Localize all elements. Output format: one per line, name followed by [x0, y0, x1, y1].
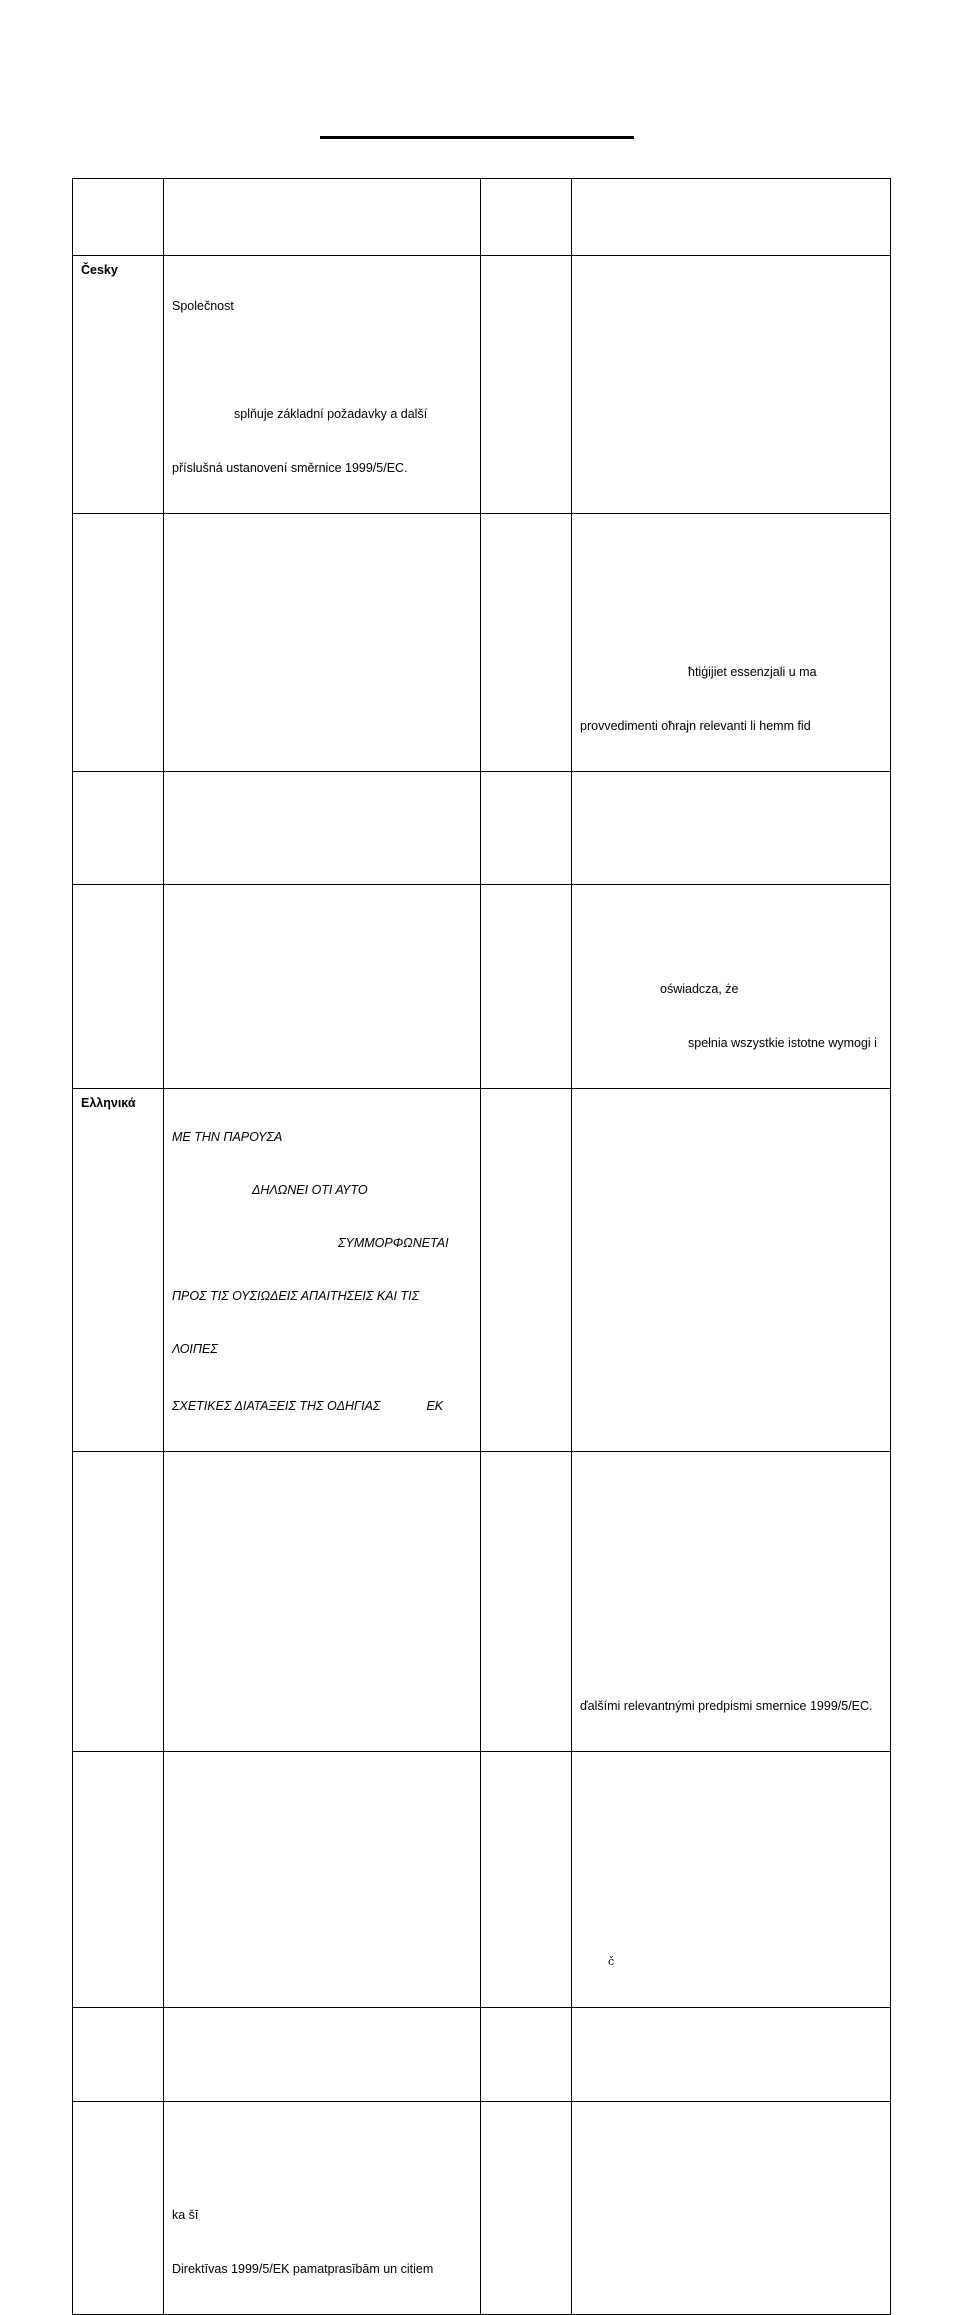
language-cell [481, 885, 572, 1089]
text-line: spełnia wszystkie istotne wymogi i [688, 1036, 877, 1050]
language-label: Ελληνικά [81, 1096, 136, 1110]
table-row [73, 885, 891, 1089]
text-line: ΛΟΙΠΕΣ [172, 1342, 218, 1356]
declaration-table [72, 178, 891, 2315]
language-cell [481, 2008, 572, 2102]
text-line: provvedimenti oħrajn relevanti li hemm fid [580, 719, 811, 733]
text-line: příslušná ustanovení směrnice 1999/5/EC. [172, 461, 408, 475]
text-line: ħtiġijiet essenzjali u ma [688, 665, 817, 679]
text-line [580, 609, 884, 627]
declaration-text-cell [164, 772, 481, 885]
table-row [73, 772, 891, 885]
language-cell [73, 179, 164, 256]
declaration-text-cell [164, 885, 481, 1089]
text-line [580, 1542, 884, 1560]
table-row [73, 1752, 891, 2008]
language-cell [481, 1452, 572, 1752]
language-cell [73, 514, 164, 772]
declaration-text-cell [572, 1452, 891, 1752]
text-line: ΣΧΕΤΙΚΕΣ ΔΙΑΤΑΞΕΙΣ ΤΗΣ ΟΔΗΓΙΑΣ ΕΚ [172, 1399, 444, 1413]
declaration-text-cell [164, 1452, 481, 1752]
declaration-text-cell [164, 179, 481, 256]
text-line [580, 926, 884, 944]
language-cell [481, 256, 572, 514]
language-cell [73, 1452, 164, 1752]
text-line: č [608, 1955, 615, 1968]
language-cell [73, 885, 164, 1089]
table-row [73, 1089, 891, 1452]
title-underline [320, 136, 634, 139]
declaration-text-cell [572, 1089, 891, 1452]
text-line [580, 1488, 884, 1506]
text-line: ΔΗΛΩΝΕΙ ΟΤΙ ΑΥΤΟ [252, 1183, 368, 1197]
language-cell [73, 256, 164, 514]
language-cell [481, 1752, 572, 2008]
language-cell [73, 1752, 164, 2008]
declaration-text-cell [164, 256, 481, 514]
language-cell [73, 2008, 164, 2102]
declaration-text-cell [572, 2102, 891, 2315]
table-row [73, 2102, 891, 2315]
text-line [580, 1650, 884, 1661]
table-row [73, 256, 891, 514]
declaration-text-cell [572, 2008, 891, 2102]
table-row [73, 1452, 891, 1752]
declaration-text-cell [572, 1752, 891, 2008]
text-line: ΠΡΟΣ ΤΙΣ ΟΥΣΙΩΔΕΙΣ ΑΠΑΙΤΗΣΕΙΣ ΚΑΙ ΤΙΣ [172, 1289, 420, 1303]
language-cell [481, 2102, 572, 2315]
table-row [73, 2008, 891, 2102]
table-row [73, 514, 891, 772]
text-line: ΣΥΜΜΟΡΦΩΝΕΤΑΙ [338, 1236, 449, 1250]
declaration-text-cell [164, 1752, 481, 2008]
declaration-text-cell [572, 514, 891, 772]
text-line: oświadcza, że [660, 982, 739, 996]
text-line [172, 351, 474, 369]
declaration-text-cell [164, 1089, 481, 1452]
declaration-text-cell [164, 2102, 481, 2315]
language-cell [481, 514, 572, 772]
language-label: Česky [81, 263, 118, 277]
language-cell [73, 772, 164, 885]
table-row [73, 179, 891, 256]
text-line [580, 1847, 884, 1865]
language-cell [73, 1089, 164, 1452]
text-line: Společnost [172, 299, 234, 313]
text-line [580, 555, 884, 573]
text-line: Direktīvas 1999/5/EK pamatprasībām un citiem [172, 2262, 434, 2276]
text-line [580, 1793, 884, 1811]
declaration-text-cell [572, 179, 891, 256]
text-line: ďalšími relevantnými predpismi smernice 1999/5/EC. [580, 1699, 873, 1713]
language-cell [481, 179, 572, 256]
language-cell [481, 772, 572, 885]
text-line [580, 1596, 884, 1614]
text-line: ΜΕ ΤΗΝ ΠΑΡΟΥΣΑ [172, 1130, 283, 1144]
declaration-text-cell [572, 772, 891, 885]
text-line: splňuje základní požadavky a další [234, 407, 428, 421]
text-line [172, 2152, 474, 2170]
declaration-text-cell [572, 885, 891, 1089]
text-line [580, 1901, 884, 1917]
declaration-text-cell [572, 256, 891, 514]
text-line: ka šī [172, 2208, 199, 2222]
declaration-text-cell [164, 2008, 481, 2102]
language-cell [481, 1089, 572, 1452]
language-cell [73, 2102, 164, 2315]
declaration-text-cell [164, 514, 481, 772]
